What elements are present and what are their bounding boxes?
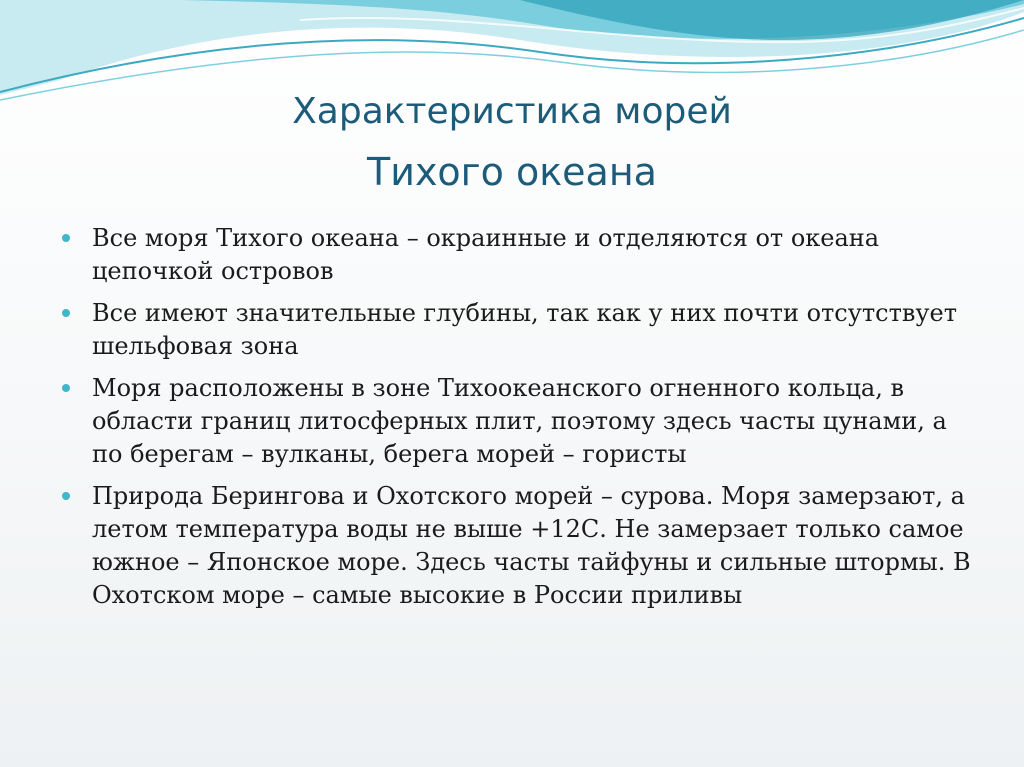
bullet-dot-icon [62,384,70,392]
bullet-item [62,372,972,471]
bullet-item [62,222,972,288]
bullet-text: Все моря Тихого океана – окраинные и отделяются от океана цепочкой островов [92,224,880,285]
bullet-text: Все имеют значительные глубины, так как у них почти отсутствует шельфовая зона [92,299,957,360]
bullet-dot-icon [62,492,70,500]
bullet-dot-icon [62,234,70,242]
bullet-text: Моря расположены в зоне Тихоокеанского огненного кольца, в области границ литосферных плит, поэтому здесь часты цунами, а по берегам – вулканы, берега морей – гористы [92,374,947,468]
slide-title-line-1: Характеристика морей [292,91,732,132]
bullet-item [62,297,972,363]
bullet-text: Природа Берингова и Охотского морей – сурова. Моря замерзают, а летом температура воды не выше +12С. Не замерзает только самое южное – Японское море. Здесь часты тайфуны и сильные штормы. В Охотском море – самые высокие в России приливы [92,482,971,609]
slide-title [0,82,1024,202]
bullet-dot-icon [62,309,70,317]
slide-title-line-2: Тихого океана [367,150,657,194]
bullet-item [62,480,972,612]
bullet-list [62,222,972,621]
